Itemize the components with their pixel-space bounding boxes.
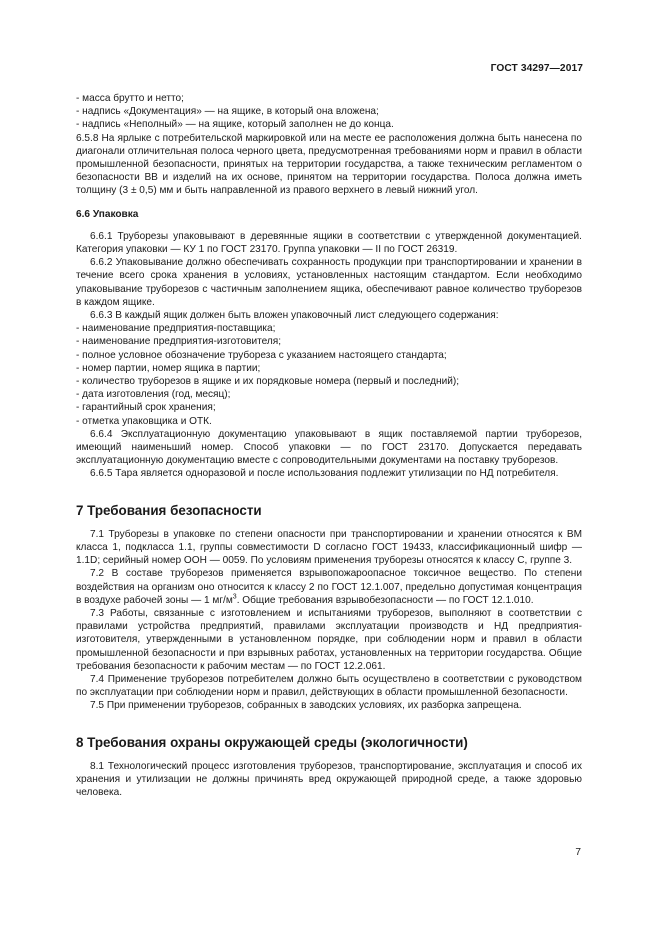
paragraph-6-6-5: 6.6.5 Тара является одноразовой и после использования подлежит утилизации по НД потребителя.	[90, 468, 559, 480]
list-item	[76, 105, 582, 118]
list-item-text: - дата изготовления (год, месяц);	[76, 389, 231, 401]
paragraph-7-2	[76, 567, 582, 607]
spacer	[76, 481, 582, 503]
section-heading-8: 8 Требования охраны окружающей среды (экологичности)	[76, 734, 468, 750]
list-item	[76, 118, 582, 131]
paragraph-7-4: 7.4 Применение труборезов потребителем должно быть осуществлено в соответствии с руководством по эксплуатации при соблюдении норм и правил, действующих в области промышленной безопасности.	[76, 673, 582, 699]
document-body	[76, 92, 582, 799]
section-heading-7: 7 Требования безопасности	[76, 502, 262, 518]
superscript: 3	[232, 593, 237, 601]
list-item	[76, 375, 582, 388]
list-item-text: - надпись «Неполный» — на ящике, который заполнен не до конца.	[76, 119, 394, 131]
list-item-text: - гарантийный срок хранения;	[76, 402, 216, 414]
paragraph-6-6-3: 6.6.3 В каждый ящик должен быть вложен упаковочный лист следующего содержания:	[90, 310, 499, 322]
list-item-text: - отметка упаковщика и ОТК.	[76, 415, 212, 427]
page-number: 7	[575, 847, 581, 858]
list-item-text: - количество труборезов в ящике и их порядковые номера (первый и последний);	[76, 376, 460, 388]
paragraph-7-3: 7.3 Работы, связанные с изготовлением и испытаниями труборезов, выполняют в соответствии с правилами устройства предприятий, правилами эксплуатации производств и НД предприятия-изготовителя, утвержденными в установленном порядке, при соблюдении норм и правил в области промышленной безопасности и при взрывных работах, установленных на территории государства. Общие требования безопасности к рабочим местам — по ГОСТ 12.2.061.	[76, 607, 582, 672]
spacer	[76, 713, 582, 735]
list-item-text: - надпись «Документация» — на ящике, в который она вложена;	[76, 106, 379, 118]
subsection-heading: 6.6 Упаковка	[76, 208, 139, 220]
list-item	[76, 349, 582, 362]
list-item	[76, 415, 582, 428]
paragraph-7-1: 7.1 Труборезы в упаковке по степени опасности при транспортировании и хранении относятся к ВМ класса 1, подкласса 1.1, группы совместимости D согласно ГОСТ 19433, классификационный шифр — 1.1D; серийный номер ООН — 0059. По условиям применения труборезы относятся к классу С, группе 3.	[76, 528, 582, 567]
spacer	[76, 519, 582, 528]
spacer	[76, 751, 582, 760]
list-item	[76, 335, 582, 348]
paragraph-6-6-1: 6.6.1 Трубoрезы упаковывают в деревянные ящики в соответствии с утвержденной документацией. Категория упаковки — КУ 1 по ГОСТ 23170. Группа упаковки — II по ГОСТ 26319.	[76, 230, 582, 256]
list-item-text: - масса брутто и нетто;	[76, 93, 184, 104]
list-item	[76, 362, 582, 375]
list-item	[76, 92, 582, 105]
paragraph-7-2-text-end: . Общие требования взрывобезопасности — по ГОСТ 12.1.010.	[236, 594, 534, 606]
paragraph-8-1: 8.1 Технологический процесс изготовления труборезов, транспортирование, эксплуатация и способ их хранения и утилизации не должны причинять вред окружающей природной среде, а также здоровью человека.	[76, 760, 582, 798]
paragraph-6-6-2: 6.6.2 Упаковывание должно обеспечивать сохранность продукции при транспортировании и хранении в течение всего срока хранения в условиях, установленных настоящим стандартом. Если необходимо упаковывание труборезов с частичным заполнением ящика, обеспечивают равное количество труборезов в каждом ящике.	[76, 257, 582, 308]
list-item-text: - наименование предприятия-поставщика;	[76, 323, 276, 335]
list-item	[76, 322, 582, 335]
list-item	[76, 401, 582, 414]
list-item-text: - номер партии, номер ящика в партии;	[76, 362, 261, 374]
document-code-header: ГОСТ 34297—2017	[490, 63, 583, 74]
list-item-text: - наименование предприятия-изготовителя;	[76, 336, 282, 348]
paragraph-6-6-4: 6.6.4 Эксплуатационную документацию упаковывают в ящик поставляемой партии труборезов, имеющий наименьший номер. Способ упаковки — по ГОСТ 23170. Допускается передавать эксплуатационную документацию вместе с сопроводительными документами на поставку труборезов.	[76, 428, 582, 467]
list-item	[76, 388, 582, 401]
paragraph-7-2-text: 7.2 В составе труборезов применяется взрывопожароопасное токсичное вещество. По степени воздействия на организм оно относится к классу 2 по ГОСТ 12.1.007, предельно допустимая концентрация в воздухе рабочей зоны — 1 мг/м	[76, 568, 582, 606]
paragraph-6-5-8: 6.5.8 На ярлыке с потребительской маркировкой или на месте ее расположения должна быть нанесена по диагонали отличительная полоса черного цвета, предусмотренная требованиями норм и правил в области промышленной безопасности, принятых на территории государства, а также техническим регламентом о безопасности ВВ и изделий на их основе, принятом на территории государства. Полоса должна иметь толщину (3 ± 0,5) мм и быть направленной из правого верхнего в левый нижний угол.	[76, 132, 582, 197]
paragraph-7-5: 7.5 При применении труборезов, собранных в заводских условиях, их разборка запрещена.	[90, 700, 522, 712]
list-item-text: - полное условное обозначение трубoреза с указанием настоящего стандарта;	[76, 349, 447, 361]
